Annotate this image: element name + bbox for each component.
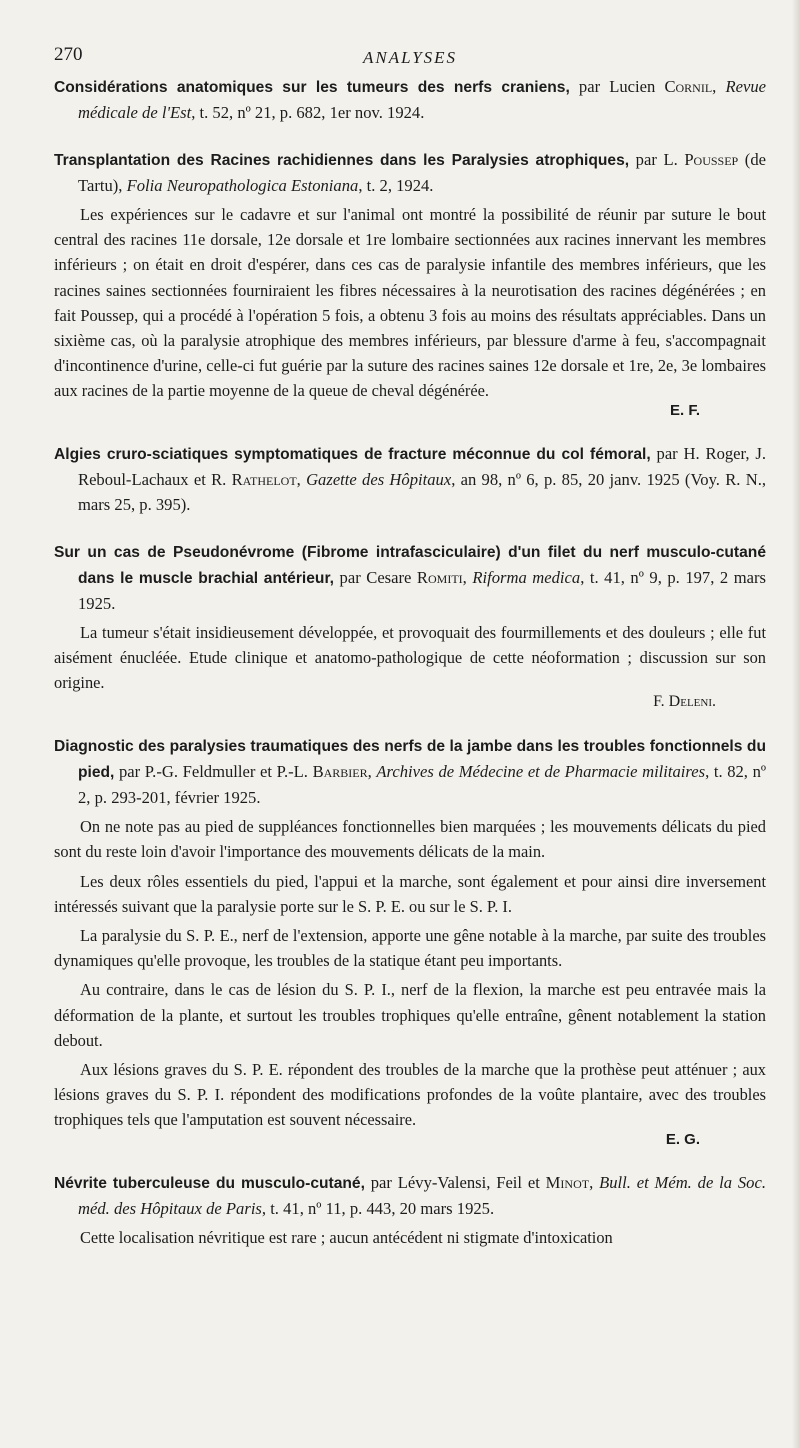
entry-paragraph: Cette localisation névritique est rare ; aucun antécédent ni stigmate d'intoxication	[80, 1227, 613, 1247]
page-edge-shadow	[792, 0, 800, 1448]
entry-paragraph: Au contraire, dans le cas de lésion du S. P. I., nerf de la flexion, la marche est peu entravée mais la déformation de la plante, et surtout les troubles trophiques qu'elle entraîne, gênent notablement la station debout.	[54, 980, 766, 1050]
entry-separator: ,	[462, 567, 473, 587]
entry-paragraph: Les expériences sur le cadavre et sur l'animal ont montré la possibilité de réunir par suture le bout central des racines 11e dorsale, 12e dorsale et 1re lombaire sectionnées aux racines innervant les membres inférieurs ; on était en droit d'espérer, dans ces cas de paralysie infantile des membres inférieurs, que les racines saines sectionnées fourniraient les fibres nécessaires à la neurotisation des racines dégénérées ; en fait Poussep, qui a procédé à l'opération 5 fois, a obtenu 3 fois au moins des résultats appréciables. Dans un sixième cas, où la paralysie atrophique des membres inférieurs, par blessure d'arme à feu, s'accompagnait d'incontinence d'urine, celle-ci fut guérie par la suture des racines saines 12e dorsale et 1re, 2e, 3e lombaires aux racines de la partie moyenne de la queue de cheval dégénérée.	[54, 205, 766, 401]
entry-journal: Bull. et Mém. de la Soc. méd. des Hôpitaux de Paris	[78, 1172, 766, 1218]
entry-separator: ,	[296, 469, 307, 489]
entry-reference: , t. 2, 1924.	[358, 176, 434, 195]
entry-title	[54, 441, 766, 517]
entry-paragraph: Aux lésions graves du S. P. E. répondent des troubles de la marche que la prothèse peut atténuer ; aux lésions graves du S. P. I. répondent des modifications profondes de la voûte plantaire, avec des troubles trophiques tels que l'amputation est souvent nécessaire.	[54, 1060, 766, 1130]
entry-author-smallcaps: Minot	[545, 1172, 590, 1192]
abstract-entry	[54, 147, 766, 419]
entry-journal: Gazette des Hôpitaux	[306, 469, 452, 489]
entry-authors: par Lucien	[569, 77, 665, 96]
entry-journal: Folia Neuropathologica Estoniana	[126, 176, 359, 195]
page	[54, 44, 766, 1250]
entry-title-bold: Sur un cas de Pseudonévrome (Fibrome intrafasciculaire) d'un filet du nerf musculo-cutané dans le muscle brachial antérieur,	[54, 543, 766, 587]
entry-title-bold: Névrite tuberculeuse du musculo-cutané,	[54, 1174, 365, 1192]
entry-author-smallcaps: Poussep	[684, 150, 739, 169]
page-number: 270	[54, 44, 83, 65]
entry-journal: Riforma medica	[472, 567, 581, 587]
entries-list	[54, 74, 766, 1250]
entry-authors: par H. Roger, J. Reboul-Lachaux et R.	[78, 443, 766, 489]
entry-author-smallcaps: Rathelot	[231, 469, 297, 489]
entry-separator: ,	[589, 1172, 600, 1192]
entry-separator: (de Tartu),	[78, 150, 766, 195]
entry-reference: , t. 41, nº 9, p. 197, 2 mars 1925.	[78, 567, 766, 613]
entry-title-bold: Transplantation des Racines rachidiennes dans les Paralysies atrophiques,	[54, 152, 630, 169]
entry-title-bold: Considérations anatomiques sur les tumeurs des nerfs craniens,	[54, 79, 570, 96]
entry-paragraph: La tumeur s'était insidieusement développée, et provoquait des fourmillements et des douleurs ; elle fut aisément énucléée. Etude clinique et anatomo-pathologique de cette néoformation ; discussion sur son origine.	[54, 622, 766, 693]
entry-paragraph: Les deux rôles essentiels du pied, l'appui et la marche, sont également et pour ainsi dire inversement intéressés suivant que la paralysie porte sur le S. P. E. ou sur le S. P. I.	[54, 871, 766, 916]
entry-title-bold: Algies cruro-sciatiques symptomatiques de fracture méconnue du col fémoral,	[54, 445, 651, 463]
entry-reference: , t. 52, nº 21, p. 682, 1er nov. 1924.	[191, 103, 425, 122]
entry-journal: Revue médicale de l'Est	[78, 77, 766, 122]
entry-signature: F. Deleni.	[653, 693, 716, 711]
entry-title-bold: Diagnostic des paralysies traumatiques des nerfs de la jambe dans les troubles fonctionnels du pied,	[54, 738, 766, 782]
entry-title	[54, 1170, 766, 1221]
page-header	[54, 44, 766, 74]
abstract-entry	[54, 733, 766, 1147]
abstract-entry	[54, 1170, 766, 1250]
entry-authors: par P.-G. Feldmuller et P.-L.	[114, 762, 313, 782]
entry-title	[54, 74, 766, 125]
entry-author-smallcaps: Romiti	[416, 567, 463, 587]
entry-journal: Archives de Médecine et de Pharmacie militaires	[376, 762, 706, 782]
entry-separator: ,	[367, 762, 377, 782]
entry-paragraph: La paralysie du S. P. E., nerf de l'extension, apporte une gêne notable à la marche, par suite des troubles dynamiques qu'elle provoque, les troubles de la statique étant peu importants.	[54, 926, 766, 971]
entry-title	[54, 539, 766, 616]
entry-reference: , t. 41, nº 11, p. 443, 20 mars 1925.	[261, 1198, 495, 1218]
entry-reference: , an 98, nº 6, p. 85, 20 janv. 1925 (Voy. R. N., mars 25, p. 395).	[78, 469, 766, 514]
entry-title	[54, 733, 766, 810]
entry-title	[54, 147, 766, 198]
entry-paragraph: On ne note pas au pied de suppléances fonctionnelles bien marquées ; les mouvements délicats du pied sont du reste loin d'avoir l'importance des mouvements délicats de la main.	[54, 817, 766, 862]
entry-author-smallcaps: Barbier	[312, 762, 368, 782]
entry-signature: E. F.	[669, 401, 700, 419]
entry-authors: par Lévy-Valensi, Feil et	[364, 1172, 546, 1192]
abstract-entry	[54, 539, 766, 712]
entry-signature: E. G.	[665, 1130, 700, 1148]
entry-authors: par L.	[629, 150, 685, 169]
abstract-entry	[54, 441, 766, 517]
entry-author-smallcaps: Cornil	[664, 77, 713, 96]
entry-authors: par Cesare	[334, 567, 417, 587]
abstract-entry	[54, 74, 766, 125]
entry-separator: ,	[712, 77, 726, 96]
running-title: ANALYSES	[362, 48, 458, 67]
entry-reference: , t. 82, nº 2, p. 293-201, février 1925.	[78, 762, 767, 808]
